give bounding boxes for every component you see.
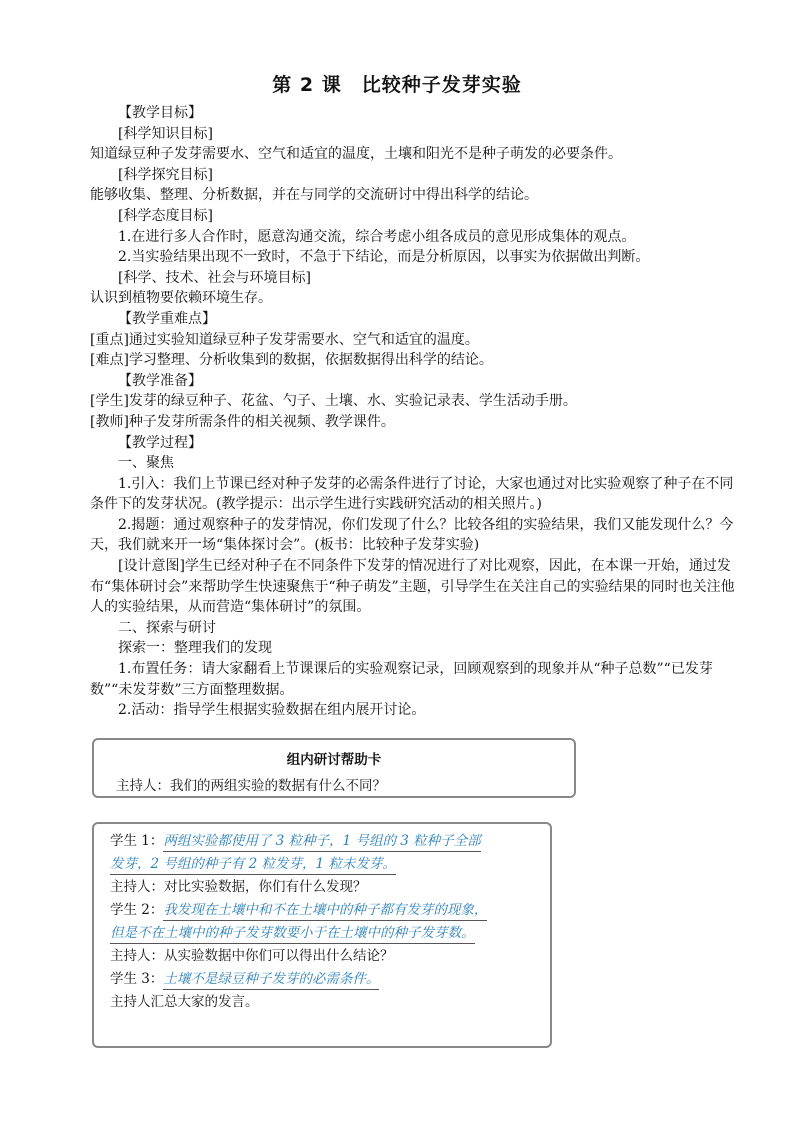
student-preparation: [学生]发芽的绿豆种子、花盆、勺子、土壤、水、实验记录表、学生活动手册。 [90, 393, 577, 410]
subheading-inquiry-goal: [科学探究目标] [118, 166, 213, 183]
student-1-answer-b: 发芽，2 号组的种子有 2 粒发芽，1 粒未发芽。 [110, 854, 396, 875]
host-line-2: 主持人：从实验数据中你们可以得出什么结论？ [110, 948, 394, 964]
explore-one-title: 探索一：整理我们的发现 [118, 640, 272, 657]
subheading-knowledge-goal: [科学知识目标] [118, 125, 213, 142]
step-topic-reveal: 2.揭题：通过观察种子的发芽情况，你们发现了什么？比较各组的实验结果，我们又能发现什么？今天，我们就来开一场“集体探讨会”。(板书：比较种子发芽实验) [90, 516, 734, 554]
knowledge-goal-text: 知道绿豆种子发芽需要水、空气和适宜的温度，土壤和阳光不是种子萌发的必要条件。 [90, 146, 622, 163]
subheading-sts-goal: [科学、技术、社会与环境目标] [118, 269, 311, 286]
help-card-title: 组内研讨帮助卡 [286, 752, 382, 768]
student-2-answer-a: 我发现在土壤中和不在土壤中的种子都有发芽的现象， [163, 900, 487, 921]
step-introduction: 1.引入：我们上节课已经对种子发芽的必需条件进行了讨论，大家也通过对比实验观察了种子在不同条件下的发芽状况。(教学提示：出示学生进行实践研究活动的相关照片。) [90, 475, 734, 513]
student-1-row [110, 830, 534, 853]
teacher-preparation: [教师]种子发芽所需条件的相关视频、教学课件。 [90, 413, 395, 430]
student-1-row-2 [110, 853, 534, 876]
lesson-body [90, 103, 740, 721]
heading-teaching-process: 【教学过程】 [118, 434, 202, 451]
student-2-label: 学生 2： [110, 902, 164, 918]
host-summary: 主持人汇总大家的发言。 [110, 994, 259, 1010]
student-3-row [110, 968, 534, 991]
host-question: 主持人：我们的两组实验的数据有什么不同？ [116, 778, 386, 794]
heading-preparation: 【教学准备】 [118, 372, 202, 389]
student-2-row-2 [110, 922, 534, 945]
section-focus: 一、聚焦 [118, 455, 174, 472]
heading-teaching-goals: 【教学目标】 [118, 105, 202, 121]
attitude-goal-1: 1.在进行多人合作时，愿意沟通交流，综合考虑小组各成员的意见形成集体的观点。 [118, 228, 636, 245]
step-assign-task: 1.布置任务：请大家翻看上节课课后的实验观察记录，回顾观察到的现象并从“种子总数”“已发芽数”“未发芽数”三方面整理数据。 [90, 661, 713, 698]
heading-key-points: 【教学重难点】 [118, 310, 216, 327]
discussion-help-card [92, 738, 576, 798]
student-3-label: 学生 3： [110, 971, 164, 987]
subheading-attitude-goal: [科学态度目标] [118, 207, 213, 224]
key-point: [重点]通过实验知道绿豆种子发芽需要水、空气和适宜的温度。 [90, 331, 479, 348]
student-2-row [110, 899, 534, 922]
student-3-answer: 土壤不是绿豆种子发芽的必需条件。 [163, 969, 379, 990]
student-2-answer-b: 但是不在土壤中的种子发芽数要小于在土壤中的种子发芽数。 [110, 923, 475, 944]
inquiry-goal-text: 能够收集、整理、分析数据，并在与同学的交流研讨中得出科学的结论。 [90, 187, 538, 204]
host-line-1: 主持人：对比实验数据，你们有什么发现？ [110, 879, 367, 895]
step-activity: 2.活动：指导学生根据实验数据在组内展开讨论。 [118, 702, 426, 719]
attitude-goal-2: 2.当实验结果出现不一致时，不急于下结论，而是分析原因，以事实为依据做出判断。 [118, 249, 650, 266]
section-explore: 二、探索与研讨 [118, 619, 216, 636]
difficult-point: [难点]学习整理、分析收集到的数据，依据数据得出科学的结论。 [90, 352, 493, 369]
student-1-answer-a: 两组实验都使用了 3 粒种子，1 号组的 3 粒种子全部 [163, 831, 480, 852]
sts-goal-text: 认识到植物要依赖环境生存。 [90, 290, 272, 307]
design-intent: [设计意图]学生已经对种子在不同条件下发芽的情况进行了对比观察，因此，在本课一开始，通过发布“集体研讨会”来帮助学生快速聚焦于“种子萌发”主题，引导学生在关注自己的实验结果的同时也关注他人的实验结果，从而营造“集体研讨”的氛围。 [90, 558, 735, 616]
lesson-title: 第 2 课 比较种子发芽实验 [272, 74, 522, 96]
student-1-label: 学生 1： [110, 833, 164, 849]
discussion-record-card [92, 822, 552, 1048]
